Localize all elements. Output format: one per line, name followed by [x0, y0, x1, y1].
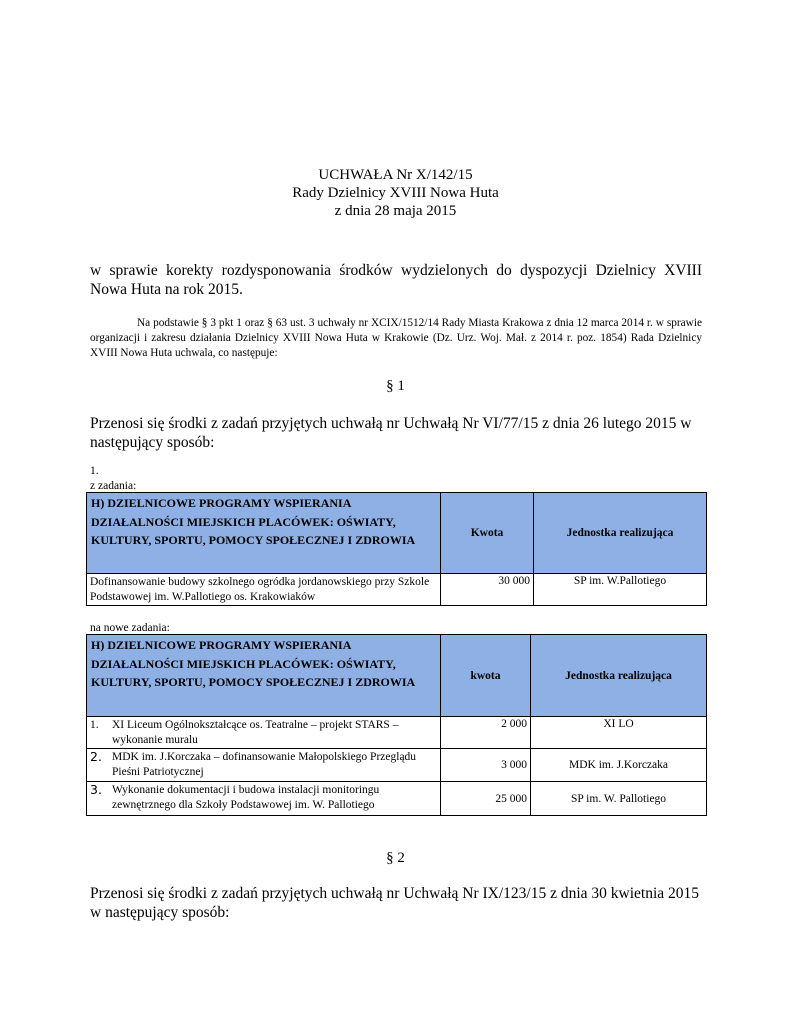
task-amount: 2 000 — [441, 717, 531, 749]
resolution-date: z dnia 28 maja 2015 — [334, 203, 457, 219]
task-unit: SP im. W. Pallotiego — [531, 782, 707, 816]
table-row — [87, 574, 707, 606]
task-unit: XI LO — [531, 717, 707, 749]
council-name: Rady Dzielnicy XVIII Nowa Huta — [292, 185, 499, 201]
program-heading: H) DZIELNICOWE PROGRAMY WSPIERANIA DZIAŁALNOŚCI MIEJSKICH PLACÓWEK: OŚWIATY, KULTURY, SPORTU, POMOCY SPOŁECZNEJ I ZDROWIA — [87, 493, 441, 574]
amount-column-header: Kwota — [441, 493, 534, 574]
from-task-label: z zadania: — [90, 480, 137, 492]
row-number: 2. — [90, 749, 102, 764]
section-2-symbol: § 2 — [386, 850, 405, 866]
table-header-row — [87, 635, 707, 717]
task-amount: 3 000 — [441, 749, 531, 782]
task-description: Dofinansowanie budowy szkolnego ogródka jordanowskiego przy Szkole Podstawowej im. W.Pallotiego os. Krakowiaków — [87, 574, 441, 606]
resolution-header — [0, 166, 791, 220]
task-description: XI Liceum Ogólnokształcące os. Teatralne – projekt STARS – wykonanie muralu — [112, 719, 399, 746]
legal-basis: Na podstawie § 3 pkt 1 oraz § 63 ust. 3 uchwały nr XCIX/1512/14 Rady Miasta Krakowa z dnia 12 marca 2014 r. w sprawie organizacji i zakresu działania Dzielnicy XVIII Nowa Huta w Krakowie (Dz. Urz. Woj. Mał. z 2014 r. poz. 1854) Rada Dzielnicy XVIII Nowa Huta uchwala, co następuje: — [90, 317, 702, 359]
task-amount: 25 000 — [441, 782, 531, 816]
resolution-number: UCHWAŁA Nr X/142/15 — [318, 167, 473, 183]
item-number: 1. — [90, 465, 99, 477]
section-1-lead: Przenosi się środki z zadań przyjętych uchwałą nr Uchwałą Nr VI/77/15 z dnia 26 lutego 2015 w następujący sposób: — [90, 415, 692, 451]
table-row — [87, 749, 707, 782]
table-row — [87, 717, 707, 749]
row-number: 1. — [90, 719, 99, 731]
task-unit: SP im. W.Pallotiego — [534, 574, 707, 606]
unit-column-header: Jednostka realizująca — [531, 635, 707, 717]
row-number: 3. — [90, 782, 102, 797]
section-2-lead: Przenosi się środki z zadań przyjętych uchwałą nr Uchwałą Nr IX/123/15 z dnia 30 kwietnia 2015 w następujący sposób: — [90, 885, 700, 921]
table-header-row — [87, 493, 707, 574]
program-heading: H) DZIELNICOWE PROGRAMY WSPIERANIA DZIAŁALNOŚCI MIEJSKICH PLACÓWEK: OŚWIATY, KULTURY, SPORTU, POMOCY SPOŁECZNEJ I ZDROWIA — [87, 635, 441, 717]
new-tasks-label: na nowe zadania: — [90, 622, 170, 634]
resolution-subject: w sprawie korekty rozdysponowania środków wydzielonych do dyspozycji Dzielnicy XVIII Nowa Huta na rok 2015. — [90, 262, 702, 298]
task-amount: 30 000 — [441, 574, 534, 606]
table-row — [87, 782, 707, 816]
table-from-task — [86, 492, 707, 606]
task-description: Wykonanie dokumentacji i budowa instalacji monitoringu zewnętrznego dla Szkoły Podstawowej im. W. Pallotiego — [112, 784, 380, 811]
task-description: MDK im. J.Korczaka – dofinansowanie Małopolskiego Przeglądu Pieśni Patriotycznej — [112, 751, 417, 778]
table-new-tasks — [86, 634, 707, 816]
task-unit: MDK im. J.Korczaka — [531, 749, 707, 782]
amount-column-header: kwota — [441, 635, 531, 717]
unit-column-header: Jednostka realizująca — [534, 493, 707, 574]
section-1-symbol: § 1 — [386, 378, 405, 394]
